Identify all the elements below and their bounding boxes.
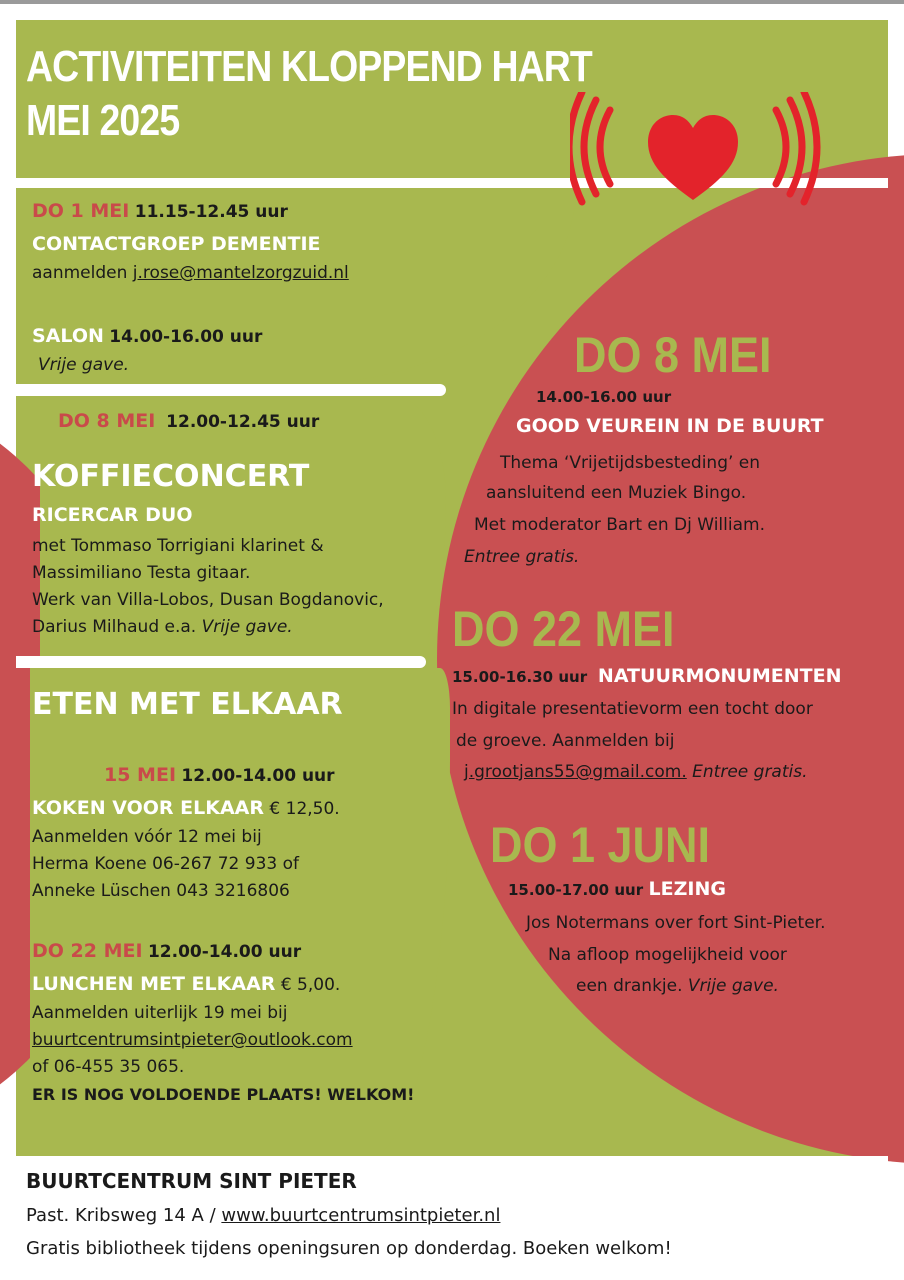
salon-title: SALON [32, 325, 104, 347]
block1-signup-prefix: aanmelden [32, 263, 128, 283]
footer-address-row [26, 1204, 500, 1228]
ev3-note: Vrije gave. [687, 976, 779, 996]
block1-email-link[interactable]: j.rose@mantelzorgzuid.nl [132, 263, 349, 283]
footer-address: Past. Kribsweg 14 A / [26, 1205, 216, 1226]
lunch-time: 12.00-14.00 uur [147, 942, 302, 962]
koken-line2: Herma Koene 06-267 72 933 of [32, 854, 300, 874]
koken-time: 12.00-14.00 uur [181, 766, 335, 786]
lunch-date: DO 22 MEI [32, 940, 143, 962]
koken-line3: Anneke Lüschen 043 3216806 [32, 881, 290, 901]
ev1-title: GOOD VEUREIN IN DE BUURT [516, 415, 824, 437]
block1-time: 11.15-12.45 uur [134, 202, 288, 222]
ev2-date: DO 22 MEI [452, 601, 675, 657]
ev2-time: 15.00-16.30 uur [452, 668, 588, 686]
footer-website-link[interactable]: www.buurtcentrumsintpieter.nl [221, 1205, 501, 1226]
divider-block3 [16, 656, 426, 668]
ev2-heading [452, 664, 842, 688]
lunch-title: LUNCHEN MET ELKAAR [32, 973, 276, 995]
salon-heading [32, 324, 262, 348]
ev1-note: Entree gratis. [464, 547, 580, 567]
koken-heading [104, 764, 335, 787]
ev3-line3: een drankje. [576, 976, 683, 996]
ev1-date: DO 8 MEI [574, 327, 772, 383]
block2-note: Vrije gave. [201, 617, 293, 637]
ev1-line2: aansluitend een Muziek Bingo. [486, 483, 747, 503]
block2-line4: Darius Milhaud e.a. [32, 617, 197, 637]
block1-date: DO 1 MEI [32, 200, 130, 222]
page-title [26, 40, 592, 148]
lunch-welcome: ER IS NOG VOLDOENDE PLAATS! WELKOM! [32, 1085, 415, 1104]
ev3-heading [508, 877, 726, 901]
divider-block2 [16, 384, 446, 396]
ev3-line2: Na afloop mogelijkheid voor [548, 945, 787, 965]
lunch-title-row [32, 972, 340, 996]
title-line1: ACTIVITEITEN KLOPPEND HART [26, 42, 592, 91]
block1-title: CONTACTGROEP DEMENTIE [32, 233, 321, 255]
koken-line1: Aanmelden vóór 12 mei bij [32, 827, 262, 847]
block2-line3: Werk van Villa-Lobos, Dusan Bogdanovic, [32, 590, 384, 610]
ev1-line3: Met moderator Bart en Dj William. [474, 515, 765, 535]
heart-pulse-icon [570, 92, 830, 207]
block2-line2: Massimiliano Testa gitaar. [32, 563, 251, 583]
lunch-price: € 5,00. [280, 975, 341, 995]
block1-signup [32, 262, 349, 284]
panel-block3 [30, 668, 450, 1156]
block3-title: ETEN MET ELKAAR [32, 687, 343, 722]
ev2-email-link[interactable]: j.grootjans55@gmail.com. [464, 762, 687, 782]
block2-heading [58, 410, 319, 433]
block2-line4-row [32, 616, 293, 638]
lunch-heading [32, 940, 301, 963]
ev3-title: LEZING [648, 878, 726, 900]
lunch-line3: of 06-455 35 065. [32, 1057, 185, 1077]
ev3-line1: Jos Notermans over fort Sint-Pieter. [526, 913, 826, 933]
koken-price: € 12,50. [269, 799, 340, 819]
footer-name: BUURTCENTRUM SINT PIETER [26, 1169, 357, 1193]
ev1-line1: Thema ‘Vrijetijdsbesteding’ en [500, 453, 761, 473]
block2-title: KOFFIECONCERT [32, 459, 310, 494]
block1-heading [32, 200, 288, 223]
block2-time: 12.00-12.45 uur [166, 412, 320, 432]
ev3-line3-row [576, 975, 779, 997]
salon-time: 14.00-16.00 uur [109, 327, 263, 347]
ev2-email-row [464, 761, 808, 783]
ev2-line2: de groeve. Aanmelden bij [456, 731, 675, 751]
ev2-title: NATUURMONUMENTEN [597, 665, 842, 687]
block2-date: DO 8 MEI [58, 410, 156, 432]
ev2-note: Entree gratis. [692, 762, 808, 782]
koken-title: KOKEN VOOR ELKAAR [32, 797, 265, 819]
block2-line1: met Tommaso Torrigiani klarinet & [32, 536, 324, 556]
ev3-time: 15.00-17.00 uur [508, 881, 644, 899]
ev3-date: DO 1 JUNI [490, 817, 711, 873]
lunch-email-link[interactable]: buurtcentrumsintpieter@outlook.com [32, 1030, 353, 1050]
koken-title-row [32, 796, 340, 820]
title-line2: MEI 2025 [26, 96, 180, 145]
block2-subtitle: RICERCAR DUO [32, 504, 193, 526]
salon-note: Vrije gave. [38, 355, 130, 375]
lunch-line1: Aanmelden uiterlijk 19 mei bij [32, 1003, 288, 1023]
ev1-time: 14.00-16.00 uur [536, 388, 672, 406]
koken-date: 15 MEI [104, 764, 177, 786]
footer-note: Gratis bibliotheek tijdens openingsuren op donderdag. Boeken welkom! [26, 1238, 672, 1259]
ev2-line1: In digitale presentatievorm een tocht door [452, 699, 813, 719]
